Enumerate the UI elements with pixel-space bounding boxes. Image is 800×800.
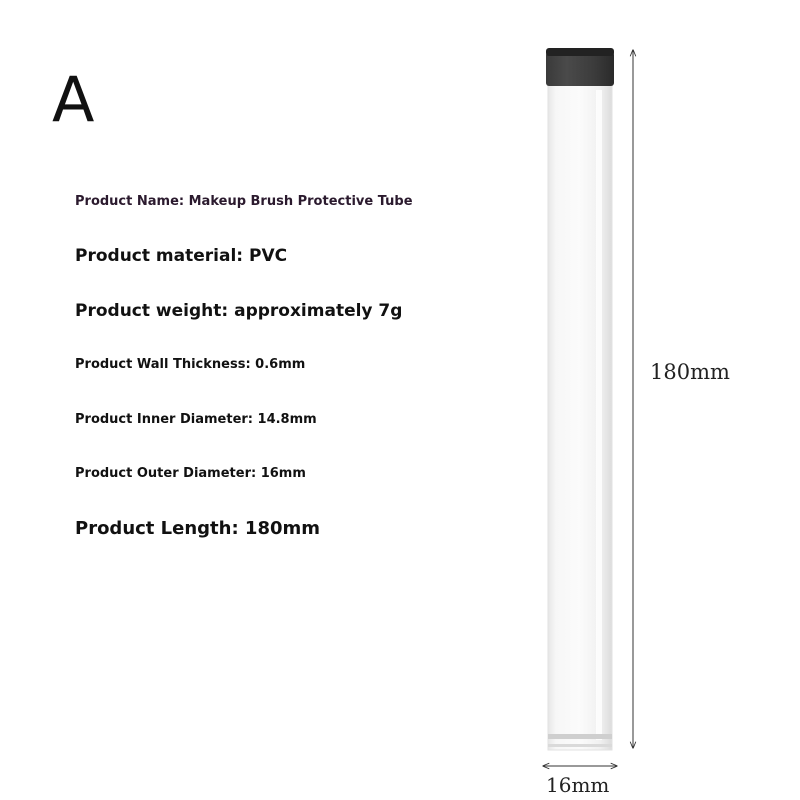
height-dimension-label: 180mm	[650, 360, 730, 384]
spec-product-name: Product Name: Makeup Brush Protective Tube	[75, 194, 413, 209]
tube-cap-rim	[546, 48, 614, 56]
spec-length: Product Length: 180mm	[75, 518, 321, 539]
width-dimension-label: 16mm	[546, 773, 610, 797]
spec-weight: Product weight: approximately 7g	[75, 301, 403, 321]
spec-wall-thickness: Product Wall Thickness: 0.6mm	[75, 357, 306, 372]
tube-highlight	[596, 90, 602, 740]
variant-letter: A	[52, 63, 95, 136]
spec-material: Product material: PVC	[75, 246, 288, 266]
spec-outer-diameter: Product Outer Diameter: 16mm	[75, 466, 306, 481]
tube-bottom-ring	[548, 744, 612, 747]
tube-bottom-ring	[548, 734, 612, 739]
spec-inner-diameter: Product Inner Diameter: 14.8mm	[75, 412, 317, 427]
tube-body	[548, 84, 612, 750]
tube-cap	[546, 52, 614, 86]
